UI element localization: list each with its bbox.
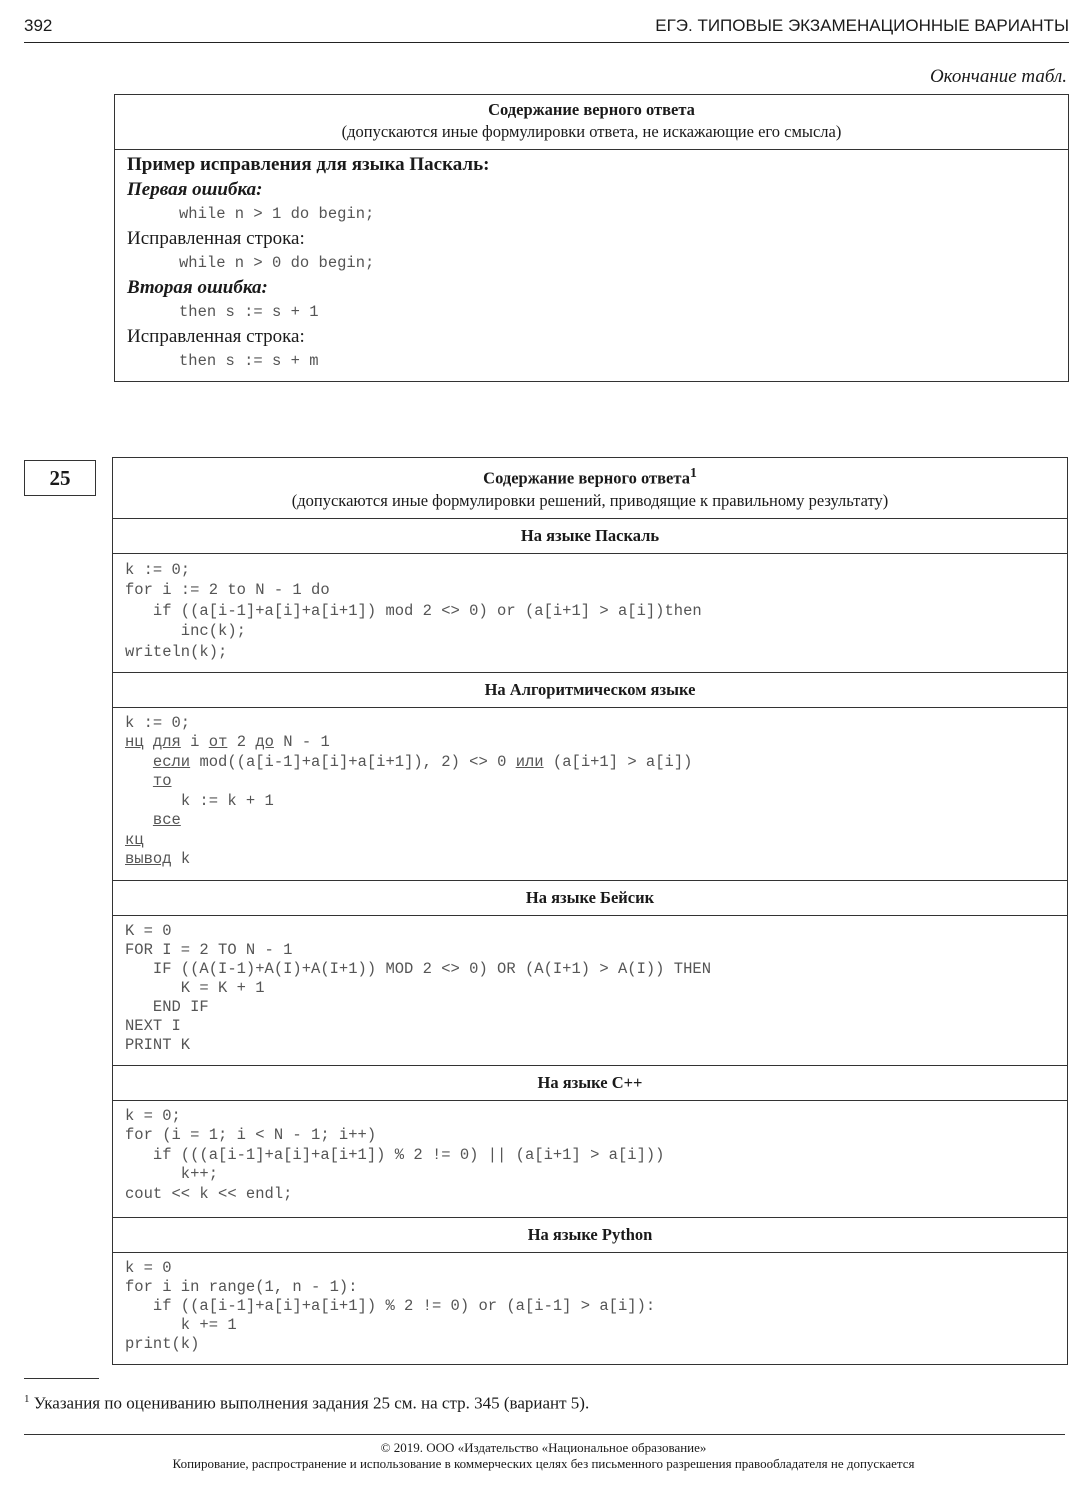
answer-table-subtitle: (допускаются иные формулировки ответа, не искажающие его смысла)	[341, 122, 842, 141]
second-fix-code: then s := s + m	[179, 352, 319, 370]
running-title: ЕГЭ. ТИПОВЫЕ ЭКЗАМЕНАЦИОННЫЕ ВАРИАНТЫ	[655, 16, 1069, 35]
code-line: if (((a[i-1]+a[i]+a[i+1]) % 2 != 0) || (a[i+1] > a[i]))	[125, 1145, 665, 1164]
answer-table-24	[114, 94, 1069, 382]
code-line: IF ((A(I-1)+A(I)+A(I+1)) MOD 2 <> 0) OR (A(I+1) > A(I)) THEN	[125, 959, 711, 978]
corrected-line-label: Исправленная строка:	[127, 325, 305, 347]
footnote-divider	[24, 1378, 99, 1379]
answer-table-25	[112, 457, 1068, 1365]
first-error-label: Первая ошибка:	[127, 178, 263, 200]
code-line: K = K + 1	[125, 978, 265, 997]
code-line: кц	[125, 830, 144, 849]
footnote-text: Указания по оцениванию выполнения задания 25 см. на стр. 345 (вариант 5).	[33, 1393, 590, 1413]
code-line: k := 0;	[125, 560, 191, 579]
answer-table-header	[115, 95, 1069, 150]
code-line: PRINT K	[125, 1035, 191, 1054]
python-section-title: На языке Python	[113, 1217, 1068, 1252]
code-line: k := 0;	[125, 713, 191, 732]
first-fix-code: while n > 0 do begin;	[179, 254, 375, 272]
code-line: END IF	[125, 997, 209, 1016]
pascal-section-title: На языке Паскаль	[113, 518, 1068, 553]
code-line: то	[152, 772, 172, 790]
footnote	[24, 1393, 589, 1414]
code-line: for i in range(1, n - 1):	[125, 1277, 358, 1296]
cpp-code-block	[113, 1100, 1068, 1217]
task-answer-header	[113, 458, 1068, 519]
code-line: writeln(k);	[125, 642, 228, 661]
code-line: FOR I = 2 TO N - 1	[125, 940, 293, 959]
code-line: k++;	[125, 1165, 219, 1183]
algorithmic-section-title: На Алгоритмическом языке	[113, 672, 1068, 707]
table-continuation-label: Окончание табл.	[929, 66, 1067, 87]
algorithmic-code-block	[113, 707, 1068, 880]
pascal-code-block	[113, 553, 1068, 672]
pascal-example-heading: Пример исправления для языка Паскаль:	[127, 154, 490, 175]
copyright-line: © 2019. ООО «Издательство «Национальное образование»	[380, 1440, 707, 1455]
basic-section-title: На языке Бейсик	[113, 880, 1068, 915]
code-line: for i := 2 to N - 1 do	[125, 581, 330, 599]
page-number: 392	[24, 16, 53, 35]
footnote-mark: 1	[24, 1393, 30, 1405]
second-error-code: then s := s + 1	[179, 303, 319, 321]
code-line: if ((a[i-1]+a[i]+a[i+1]) % 2 != 0) or (a[i-1] > a[i]):	[125, 1296, 656, 1315]
second-error-label: Вторая ошибка:	[127, 276, 268, 298]
answer-table-title: Содержание верного ответа	[488, 100, 695, 119]
code-line: k += 1	[125, 1315, 237, 1334]
cpp-section-title: На языке C++	[113, 1065, 1068, 1100]
code-line: k = 0;	[125, 1106, 181, 1125]
answer-table-body	[115, 150, 1069, 382]
code-line: нц для i от 2 до N - 1	[125, 733, 330, 751]
basic-code-block	[113, 915, 1068, 1065]
code-line: k = 0	[125, 1258, 172, 1277]
code-line: k := k + 1	[180, 791, 274, 810]
code-line: если mod((a[i-1]+a[i]+a[i+1]), 2) <> 0 или (a[i+1] > a[i])	[152, 752, 693, 771]
first-error-code: while n > 1 do begin;	[179, 205, 375, 223]
task-answer-title: Содержание верного ответа$^1$	[483, 465, 697, 488]
code-line: все	[152, 811, 181, 829]
footnote-reference: 1	[689, 465, 697, 480]
task-answer-subtitle: (допускаются иные формулировки решений, приводящие к правильному результату)	[291, 490, 889, 510]
task-number-badge: 25	[24, 460, 96, 496]
python-code-block	[113, 1252, 1068, 1364]
page-header	[24, 14, 1069, 43]
code-line: print(k)	[125, 1334, 200, 1353]
code-line: for (i = 1; i < N - 1; i++)	[125, 1126, 377, 1144]
code-line: inc(k);	[125, 622, 246, 640]
code-line: K = 0	[125, 921, 172, 940]
corrected-line-label: Исправленная строка:	[127, 227, 305, 249]
code-line: вывод k	[125, 850, 191, 868]
code-line: if ((a[i-1]+a[i]+a[i+1]) mod 2 <> 0) or (a[i+1] > a[i])then	[125, 601, 702, 620]
code-line: NEXT I	[125, 1016, 181, 1035]
footer-divider	[24, 1434, 1065, 1435]
rights-notice: Копирование, распространение и использование в коммерческих целях без письменного разрешения правообладателя не допускается	[172, 1456, 915, 1471]
code-line: cout << k << endl;	[125, 1184, 293, 1203]
